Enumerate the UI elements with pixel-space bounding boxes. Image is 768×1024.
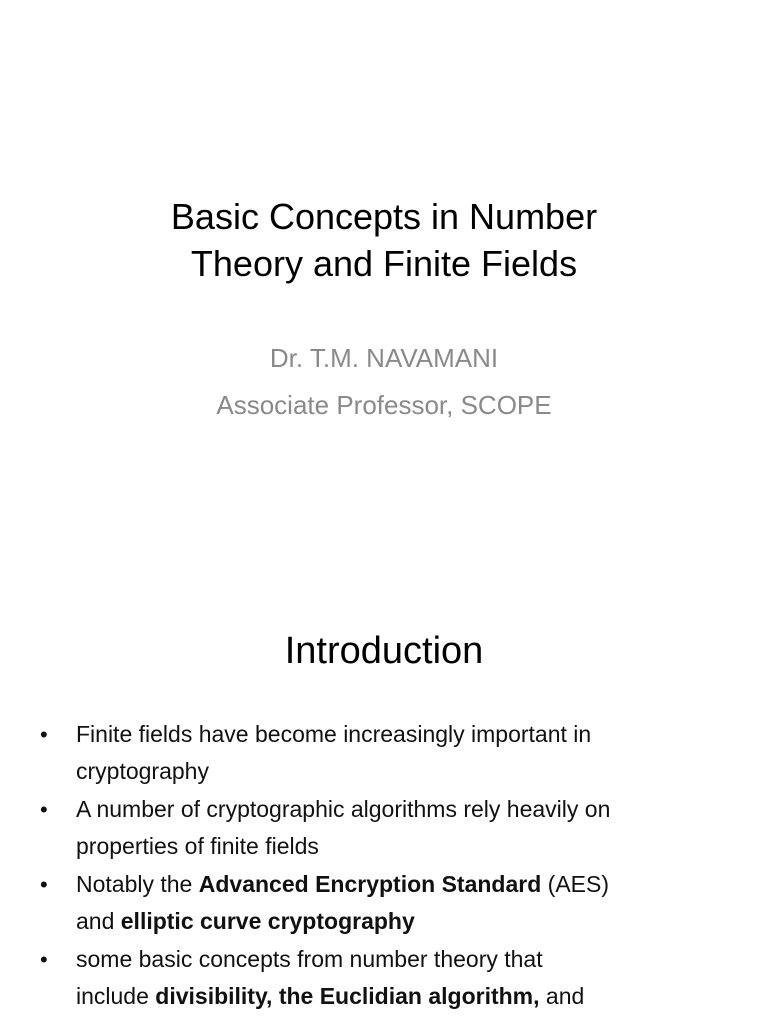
bullet-item — [40, 716, 738, 790]
introduction-slide — [0, 576, 768, 1024]
bullet-text-continued: properties of finite fields — [76, 833, 319, 859]
bullet-text: Notably the — [76, 871, 199, 897]
bullet-item — [40, 791, 738, 865]
bullet-text-continued: include — [76, 983, 156, 1009]
bullet-text: some basic concepts from number theory that — [76, 946, 543, 972]
bullet-icon: • — [40, 722, 48, 747]
bullet-bold-text: Advanced Encryption Standard — [198, 871, 542, 897]
bullet-bold-text: divisibility, the Euclidian algorithm, — [155, 983, 540, 1009]
bullet-item — [40, 866, 738, 940]
bullet-item — [40, 941, 738, 1015]
author-affiliation: Associate Professor, SCOPE — [216, 390, 552, 420]
bullet-bold-text: elliptic curve cryptography — [120, 908, 415, 934]
title-line-1: Basic Concepts in Number — [170, 196, 598, 237]
bullet-icon: • — [40, 797, 48, 822]
bullet-text-continued: cryptography — [76, 758, 209, 784]
bullet-list — [40, 716, 738, 1016]
bullet-text: Finite fields have become increasingly important in — [76, 721, 592, 747]
slide-heading: Introduction — [284, 630, 484, 672]
bullet-icon: • — [40, 872, 48, 897]
bullet-text: (AES) — [541, 871, 609, 897]
bullet-text-continued: and — [539, 983, 585, 1009]
author-name: Dr. T.M. NAVAMANI — [269, 343, 499, 373]
bullet-icon: • — [40, 947, 48, 972]
bullet-text: A number of cryptographic algorithms rely heavily on — [76, 796, 611, 822]
slide-subtitle — [40, 335, 728, 429]
bullet-text-continued: and — [76, 908, 121, 934]
title-line-2: Theory and Finite Fields — [190, 243, 578, 284]
slide-title — [40, 193, 728, 287]
